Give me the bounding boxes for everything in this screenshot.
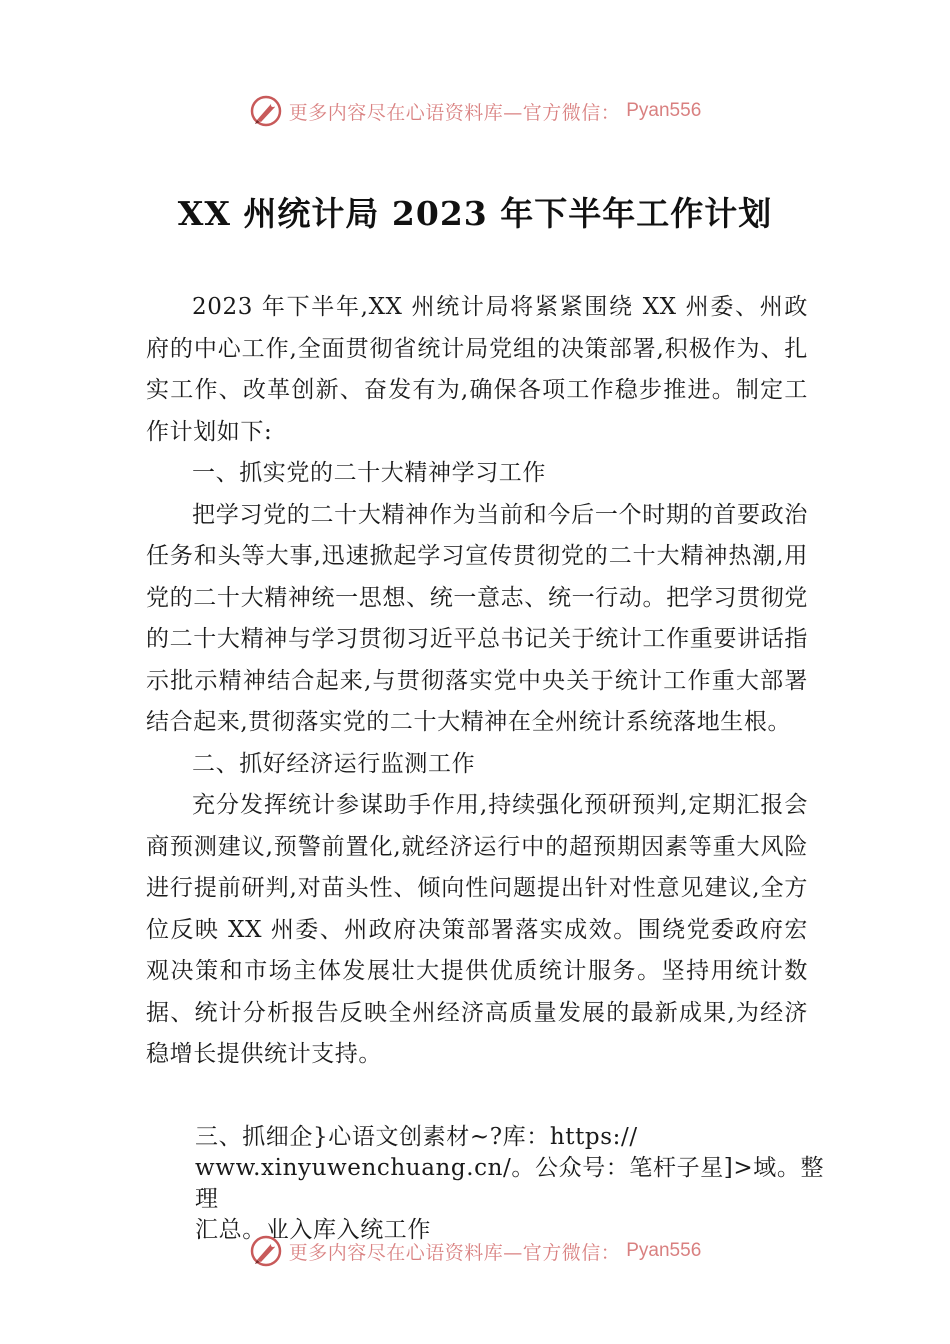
- banner-text: 更多内容尽在心语资料库—官方微信：: [288, 1241, 621, 1264]
- footer-banner: [0, 1234, 950, 1268]
- paragraph-section-1: 把学习党的二十大精神作为当前和今后一个时期的首要政治任务和头等大事,迅速掀起学习宣传贯彻党的二十大精神热潮,用党的二十大精神统一思想、统一意志、统一行动。把学习贯彻党的二十大精神与学习贯彻习近平总书记关于统计工作重要讲话指示批示精神结合起来,与贯彻落实党中央关于统计工作重大部署结合起来,贯彻落实党的二十大精神在全州统计系统落地生根。: [146, 501, 808, 735]
- pen-logo-icon: [249, 1234, 283, 1268]
- header-banner: [0, 94, 950, 128]
- section-heading-2: 二、抓好经济运行监测工作: [192, 750, 476, 777]
- pen-logo-icon: [249, 94, 283, 128]
- watermark-line-2: www.xinyuwenchuang.cn/。公众号：笔杆子星]>域。整理: [195, 1155, 825, 1212]
- paragraph-intro: 2023 年下半年,XX 州统计局将紧紧围绕 XX 州委、州政府的中心工作,全面贯彻省统计局党组的决策部署,积极作为、扎实工作、改革创新、奋发有为,确保各项工作稳步推进。制定工作计划如下:: [146, 294, 808, 445]
- document-body: [146, 287, 808, 1076]
- watermark-line-1: 三、抓细企}心语文创素材~?库：https://: [195, 1124, 638, 1150]
- watermark-line-3: 汇总。业入库入统工作: [195, 1217, 431, 1243]
- section-heading-1: 一、抓实党的二十大精神学习工作: [192, 460, 546, 486]
- paragraph-section-2: 充分发挥统计参谋助手作用,持续强化预研预判,定期汇报会商预测建议,预警前置化,就经济运行中的超预期因素等重大风险进行提前研判,对苗头性、倾向性问题提出针对性意见建议,全方位反映 XX 州委、州政府决策部署落实成效。围绕党委政府宏观决策和市场主体发展壮大提供优质统计服务。坚持用统计数据、统计分析报告反映全州经济高质量发展的最新成果,为经济稳增长提供统计支持。: [146, 792, 808, 1067]
- watermark-note: [195, 1122, 845, 1246]
- banner-wechat-id: Pyan556: [626, 100, 702, 121]
- banner-wechat-id: Pyan556: [626, 1240, 702, 1261]
- banner-text: 更多内容尽在心语资料库—官方微信：: [288, 101, 621, 124]
- document-title: XX 州统计局 2023 年下半年工作计划: [177, 194, 773, 233]
